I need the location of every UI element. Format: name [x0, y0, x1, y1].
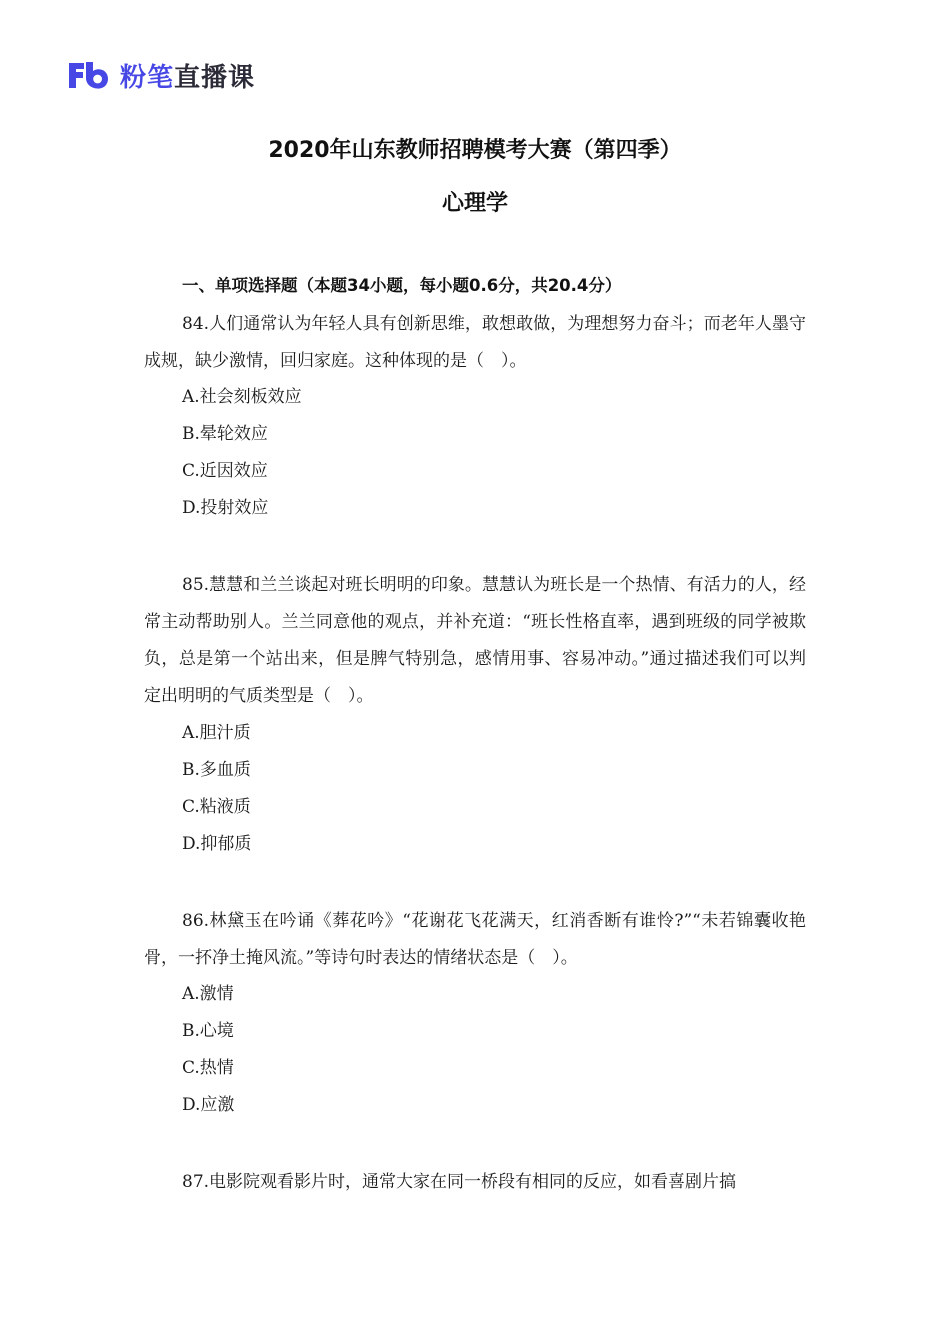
question-stem-87: 87.电影院观看影片时，通常大家在同一桥段有相同的反应，如看喜剧片搞 [182, 1172, 737, 1192]
section-heading: 一、单项选择题（本题34小题，每小题0.6分，共20.4分） [182, 276, 622, 295]
question-86-option-b: B.心境 [182, 1021, 234, 1041]
brand-name-rest: 直播课 [174, 62, 256, 93]
question-84-option-c: C.近因效应 [182, 461, 268, 481]
question-stem-85: 85.慧慧和兰兰谈起对班长明明的印象。慧慧认为班长是一个热情、有活力的人，经常主动帮助别人。兰兰同意他的观点，并补充道：“班长性格直率，遇到班级的同学被欺负，总是第一个站出来，但是脾气特别急，感情用事、容易冲动。”通过描述我们可以判定出明明的气质类型是（ ）。 [144, 575, 806, 706]
fb-logo-icon [66, 59, 110, 91]
question-86-option-a: A.激情 [182, 984, 234, 1004]
question-stem-86: 86.林黛玉在吟诵《葬花吟》“花谢花飞花满天，红消香断有谁怜?”“未若锦囊收艳骨，一抔净土掩风流。”等诗句时表达的情绪状态是（ ）。 [144, 911, 806, 968]
document-title: 2020年山东教师招聘模考大赛（第四季） [268, 138, 682, 163]
question-stem-84: 84.人们通常认为年轻人具有创新思维，敢想敢做，为理想努力奋斗；而老年人墨守成规，缺少激情，回归家庭。这种体现的是（ ）。 [144, 314, 806, 371]
question-84-option-d: D.投射效应 [182, 498, 269, 518]
document-subject: 心理学 [441, 191, 508, 216]
question-85-option-d: D.抑郁质 [182, 834, 252, 854]
brand-logo [66, 58, 255, 92]
brand-name [120, 57, 255, 94]
question-84-option-a: A.社会刻板效应 [182, 387, 302, 407]
question-84-option-b: B.晕轮效应 [182, 424, 268, 444]
question-85-option-c: C.粘液质 [182, 797, 251, 817]
question-85-option-a: A.胆汁质 [182, 723, 251, 743]
brand-name-strong: 粉笔 [120, 62, 175, 93]
question-85-option-b: B.多血质 [182, 760, 251, 780]
question-86-option-c: C.热情 [182, 1058, 234, 1078]
question-86-option-d: D.应激 [182, 1095, 235, 1115]
